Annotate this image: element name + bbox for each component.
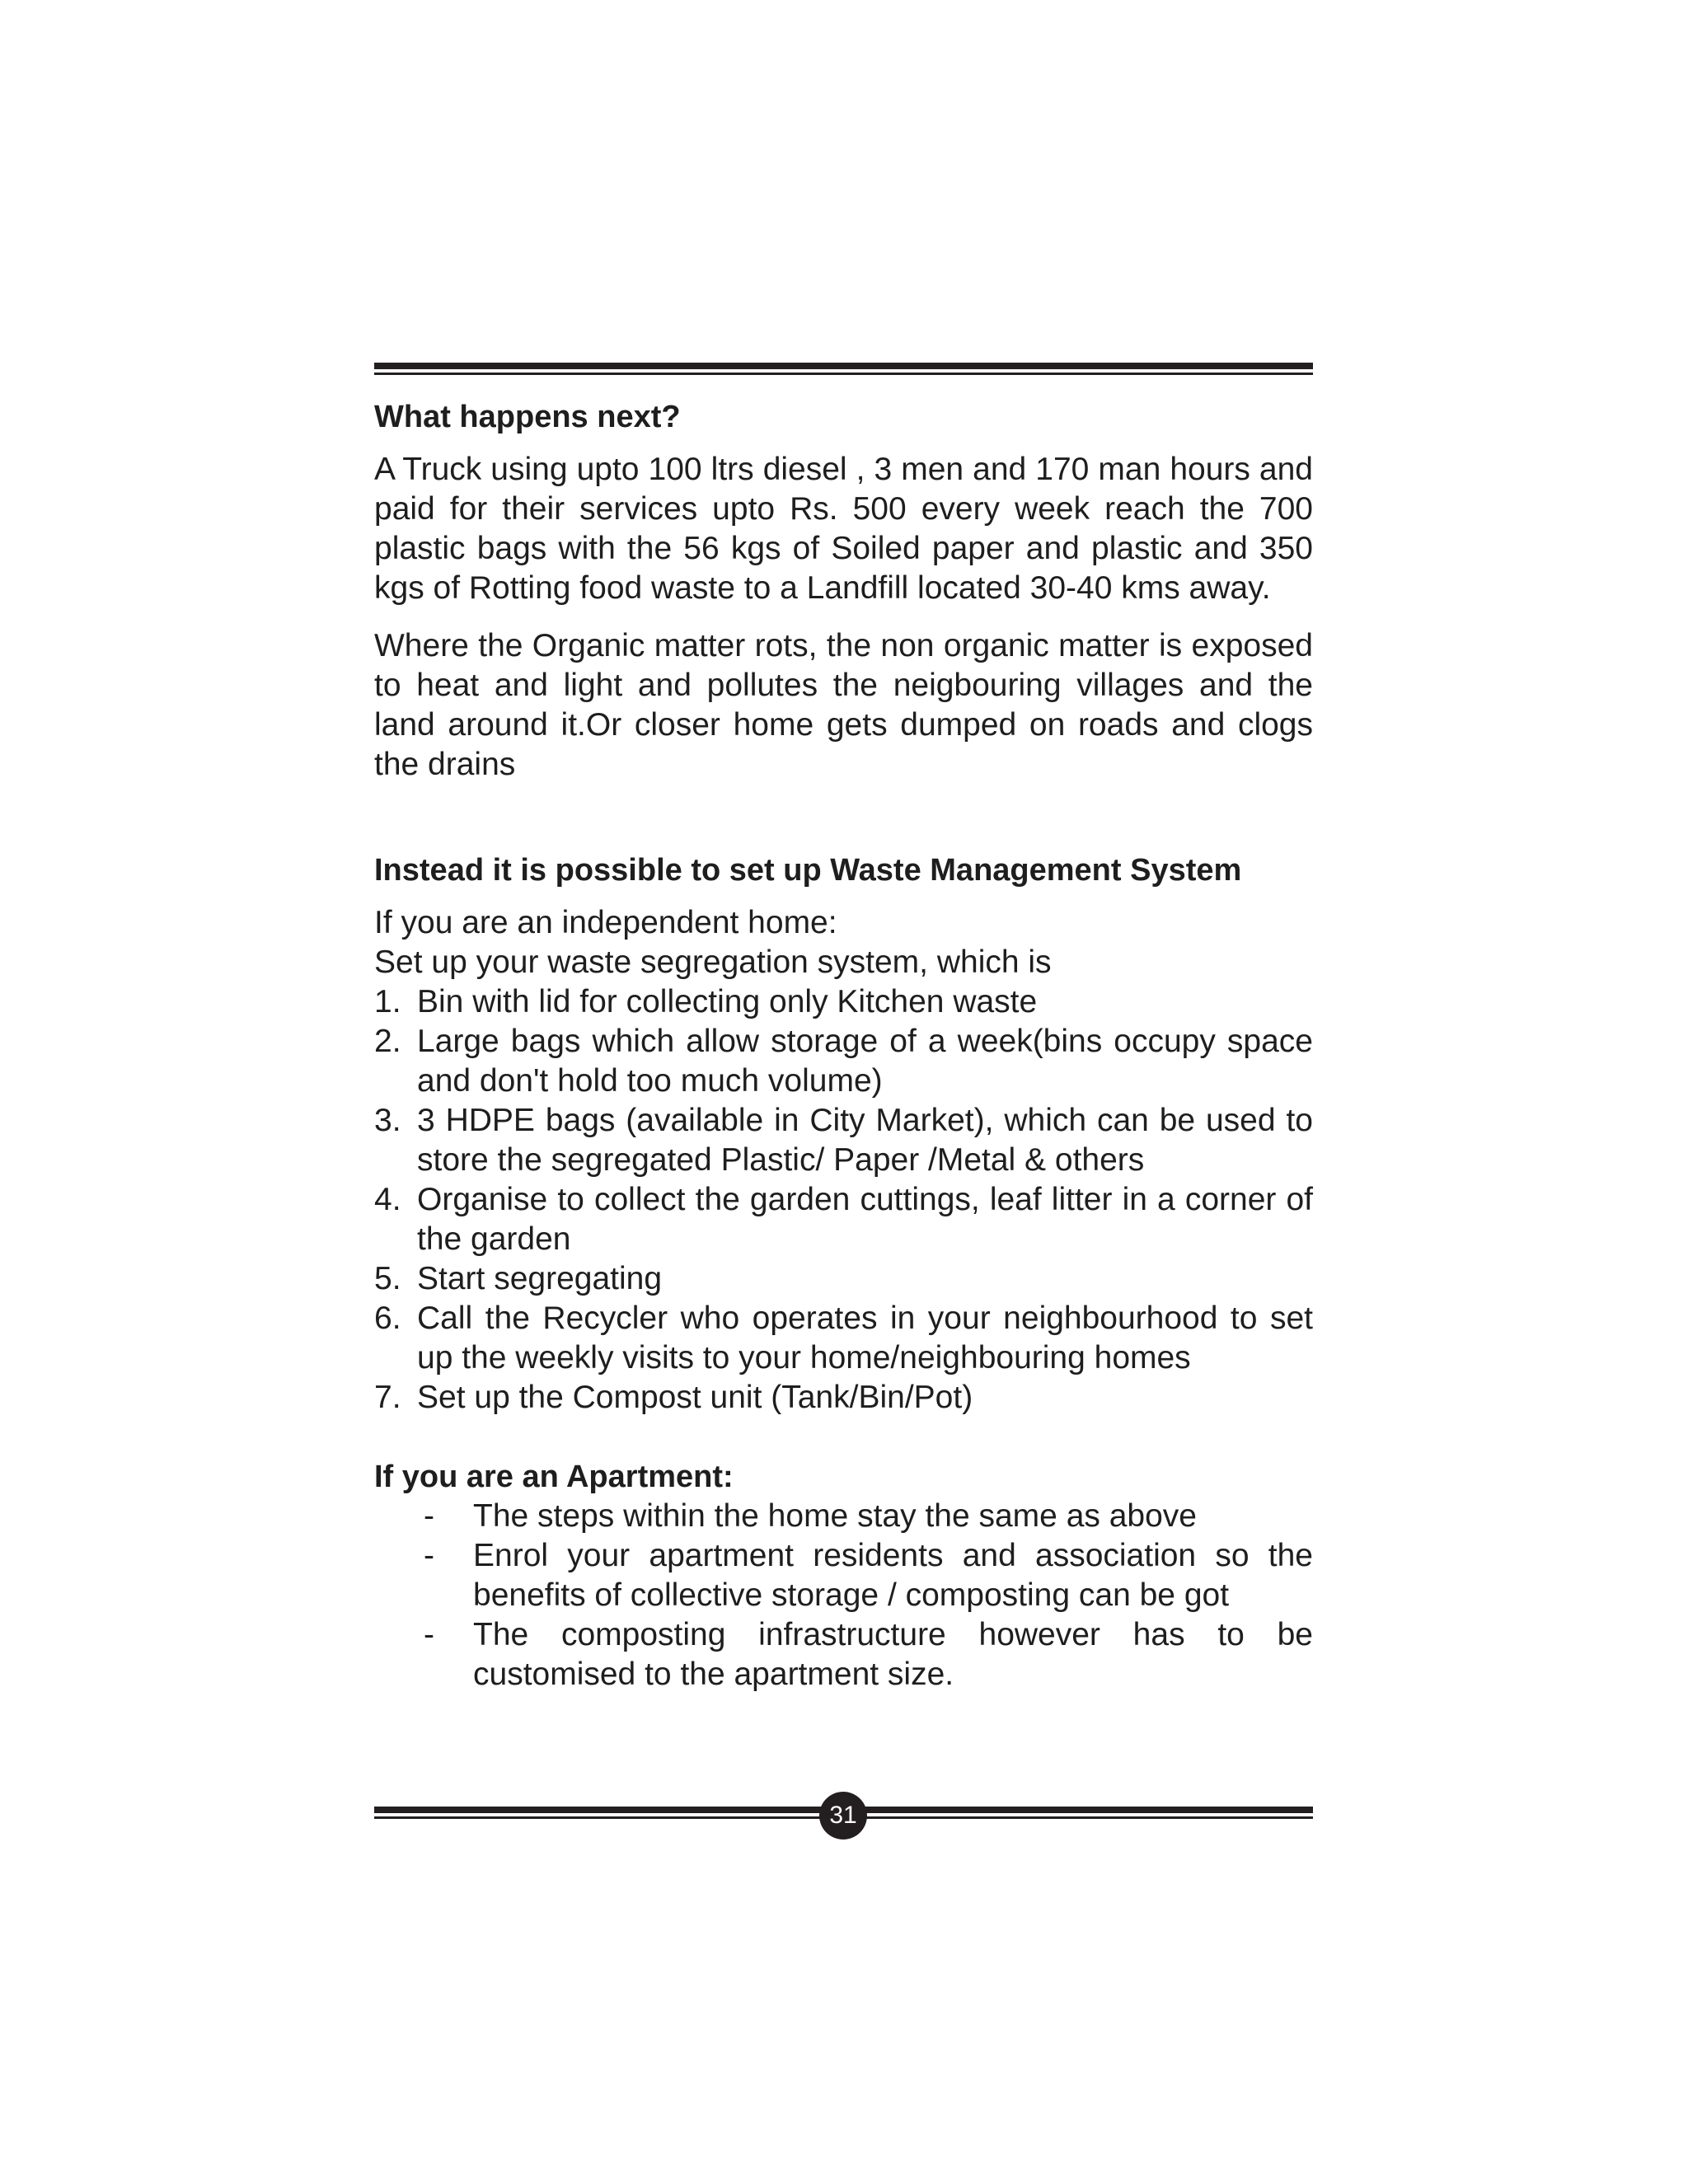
step-number: 5. (374, 1261, 401, 1296)
page-content (374, 397, 1313, 1694)
step-text: Large bags which allow storage of a week(bins occupy space and don't hold too much volume) (417, 1024, 1313, 1099)
list-item-apartment-1 (374, 1497, 1313, 1536)
step-text: Start segregating (417, 1261, 663, 1296)
paragraph-organic-matter: Where the Organic matter rots, the non organic matter is exposed to heat and light and pollutes the neigbouring villages and the land around it.Or closer home gets dumped on roads and clogs the drains (374, 628, 1313, 782)
document-page (374, 0, 1313, 2184)
list-dash: - (424, 1498, 434, 1534)
apartment-item-text: Enrol your apartment residents and association so the benefits of collective storage / composting can be got (473, 1538, 1313, 1613)
step-number: 3. (374, 1103, 401, 1138)
paragraph-truck: A Truck using upto 100 ltrs diesel , 3 men and 170 man hours and paid for their services upto Rs. 500 every week reach the 700 plastic bags with the 56 kgs of Soiled paper and plastic and 350 kgs of Rotting food waste to a Landfill located 30-40 kms away. (374, 452, 1313, 606)
list-item-step-4 (374, 1180, 1313, 1259)
independent-home-intro: If you are an independent home: (374, 905, 837, 940)
list-item-step-2 (374, 1022, 1313, 1101)
step-text: Bin with lid for collecting only Kitchen waste (417, 984, 1038, 1019)
list-item-step-7 (374, 1378, 1313, 1418)
list-item-step-5 (374, 1259, 1313, 1299)
step-text: Organise to collect the garden cuttings, leaf litter in a corner of the garden (417, 1182, 1313, 1257)
list-item-step-1 (374, 982, 1313, 1022)
segregation-steps-list (374, 982, 1313, 1418)
heading-waste-management-system: Instead it is possible to set up Waste Management System (374, 853, 1242, 888)
step-number: 2. (374, 1024, 401, 1059)
list-dash: - (424, 1538, 434, 1573)
step-number: 7. (374, 1380, 401, 1415)
step-number: 4. (374, 1182, 401, 1217)
apartment-list (374, 1497, 1313, 1694)
list-item-apartment-2 (374, 1536, 1313, 1615)
heading-what-happens-next: What happens next? (374, 400, 681, 434)
segregation-intro: Set up your waste segregation system, which is (374, 944, 1052, 980)
list-item-step-3 (374, 1101, 1313, 1180)
step-text: 3 HDPE bags (available in City Market), which can be used to store the segregated Plastic/ Paper /Metal & others (417, 1103, 1313, 1178)
step-text: Set up the Compost unit (Tank/Bin/Pot) (417, 1380, 973, 1415)
apartment-item-text: The steps within the home stay the same as above (473, 1498, 1197, 1534)
list-item-step-6 (374, 1299, 1313, 1378)
step-number: 1. (374, 984, 401, 1019)
apartment-item-text: The composting infrastructure however has to be customised to the apartment size. (473, 1617, 1313, 1692)
list-dash: - (424, 1617, 434, 1652)
list-item-apartment-3 (374, 1615, 1313, 1694)
top-double-rule (374, 363, 1313, 375)
step-text: Call the Recycler who operates in your neighbourhood to set up the weekly visits to your home/neighbouring homes (417, 1301, 1313, 1376)
page-number: 31 (819, 1792, 867, 1840)
heading-apartment: If you are an Apartment: (374, 1460, 734, 1494)
step-number: 6. (374, 1301, 401, 1336)
